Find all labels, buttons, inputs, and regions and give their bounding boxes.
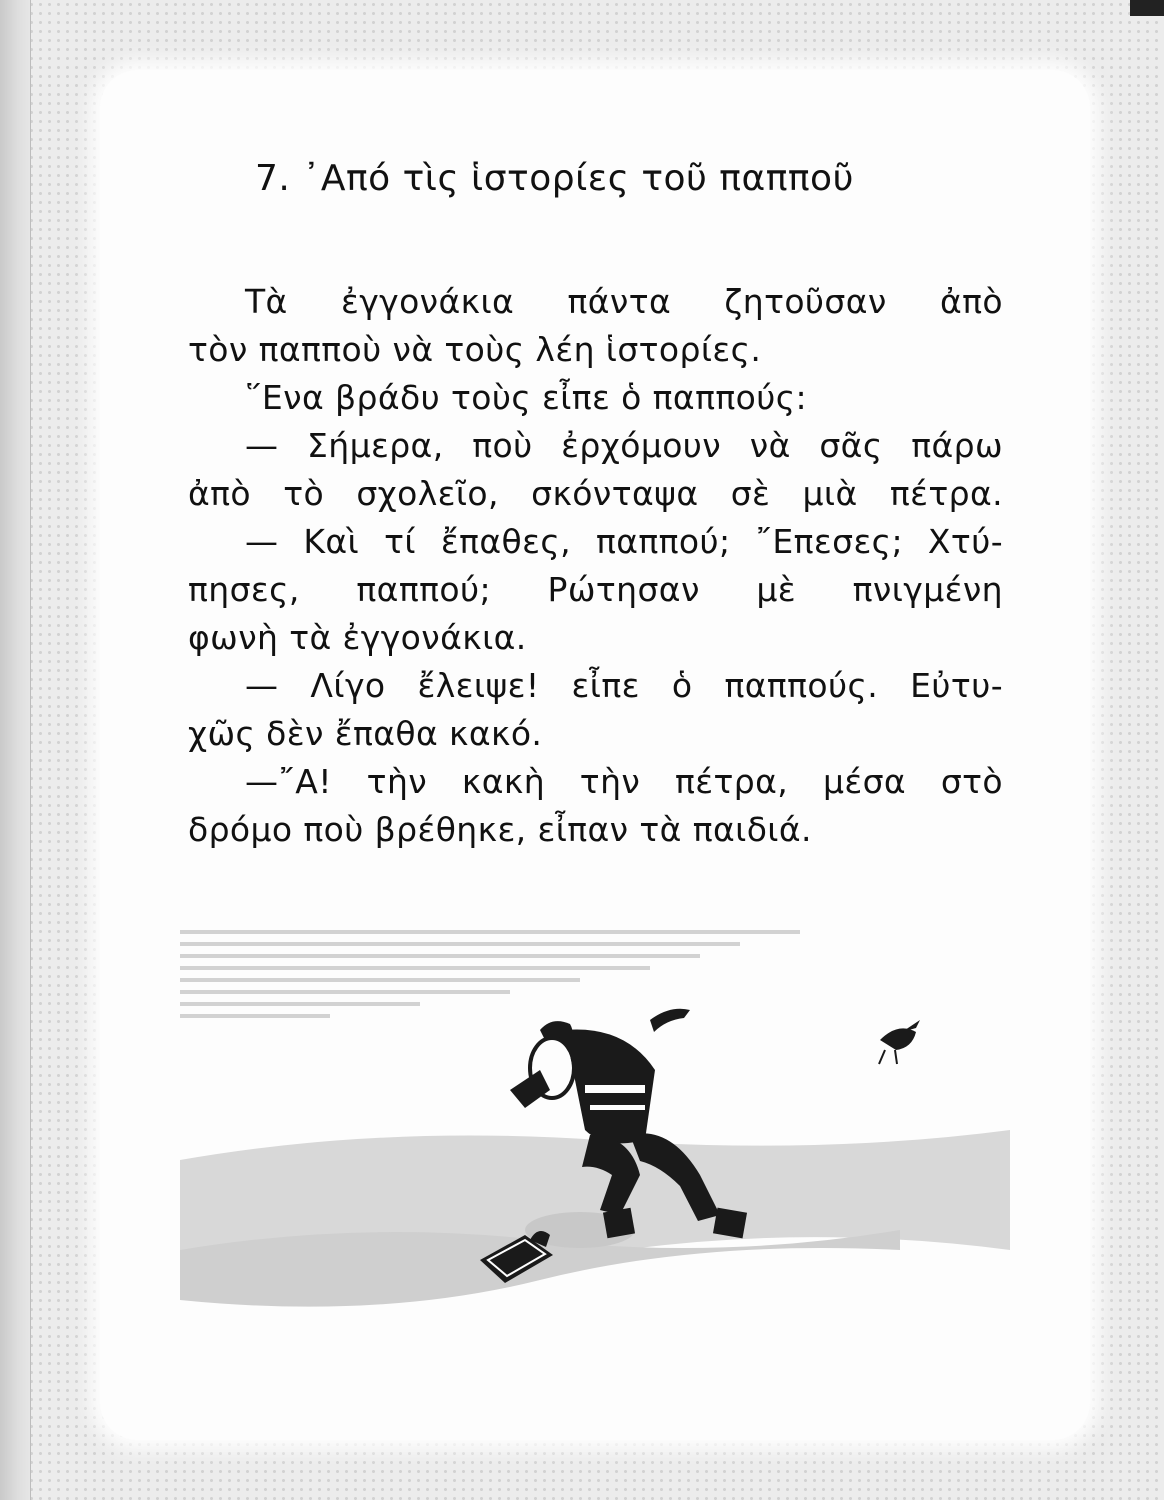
paragraph-line: ῞Ενα βράδυ τοὺς εἶπε ὁ παππούς: (245, 378, 807, 417)
paragraph-line: Τὰ ἐγγονάκια πάντα ζητοῦσαν ἀπὸ (245, 282, 1003, 321)
dialogue-line: — Σήμερα, ποὺ ἐρχόμουν νὰ σᾶς πάρω (245, 426, 1003, 465)
paragraph-line: δρόμο ποὺ βρέθηκε, εἶπαν τὰ παιδιά. (188, 810, 812, 849)
sky-hatching (180, 930, 800, 1018)
paragraph-line: τὸν παπποὺ νὰ τοὺς λέη ἱστορίες. (188, 330, 762, 369)
page-title (255, 158, 854, 199)
stumbling-grandfather-illustration (180, 920, 1010, 1340)
paragraph-line: χῶς δὲν ἔπαθα κακό. (188, 714, 543, 753)
chapter-title: ᾿Από τὶς ἱστορίες τοῦ παπποῦ (302, 158, 854, 199)
paragraph-line: ἀπὸ τὸ σχολεῖο, σκόνταψα σὲ μιὰ πέτρα. (188, 474, 1003, 513)
chapter-number: 7. (255, 158, 291, 199)
dialogue-line: — Καὶ τί ἔπαθες, παππού; ῎Επεσες; Χτύ- (245, 522, 1003, 561)
paragraph-line: πησες, παππού; Ρώτησαν μὲ πνιγμένη (188, 570, 1003, 609)
book-gutter (0, 0, 31, 1500)
scan-edge-mark (1130, 0, 1164, 16)
dialogue-line: —῎Α! τὴν κακὴ τὴν πέτρα, μέσα στὸ (245, 762, 1003, 801)
dialogue-line: — Λίγο ἔλειψε! εἶπε ὁ παππούς. Εὐτυ- (245, 666, 1003, 705)
paragraph-line: φωνὴ τὰ ἐγγονάκια. (188, 618, 527, 657)
small-bird (879, 1020, 920, 1064)
